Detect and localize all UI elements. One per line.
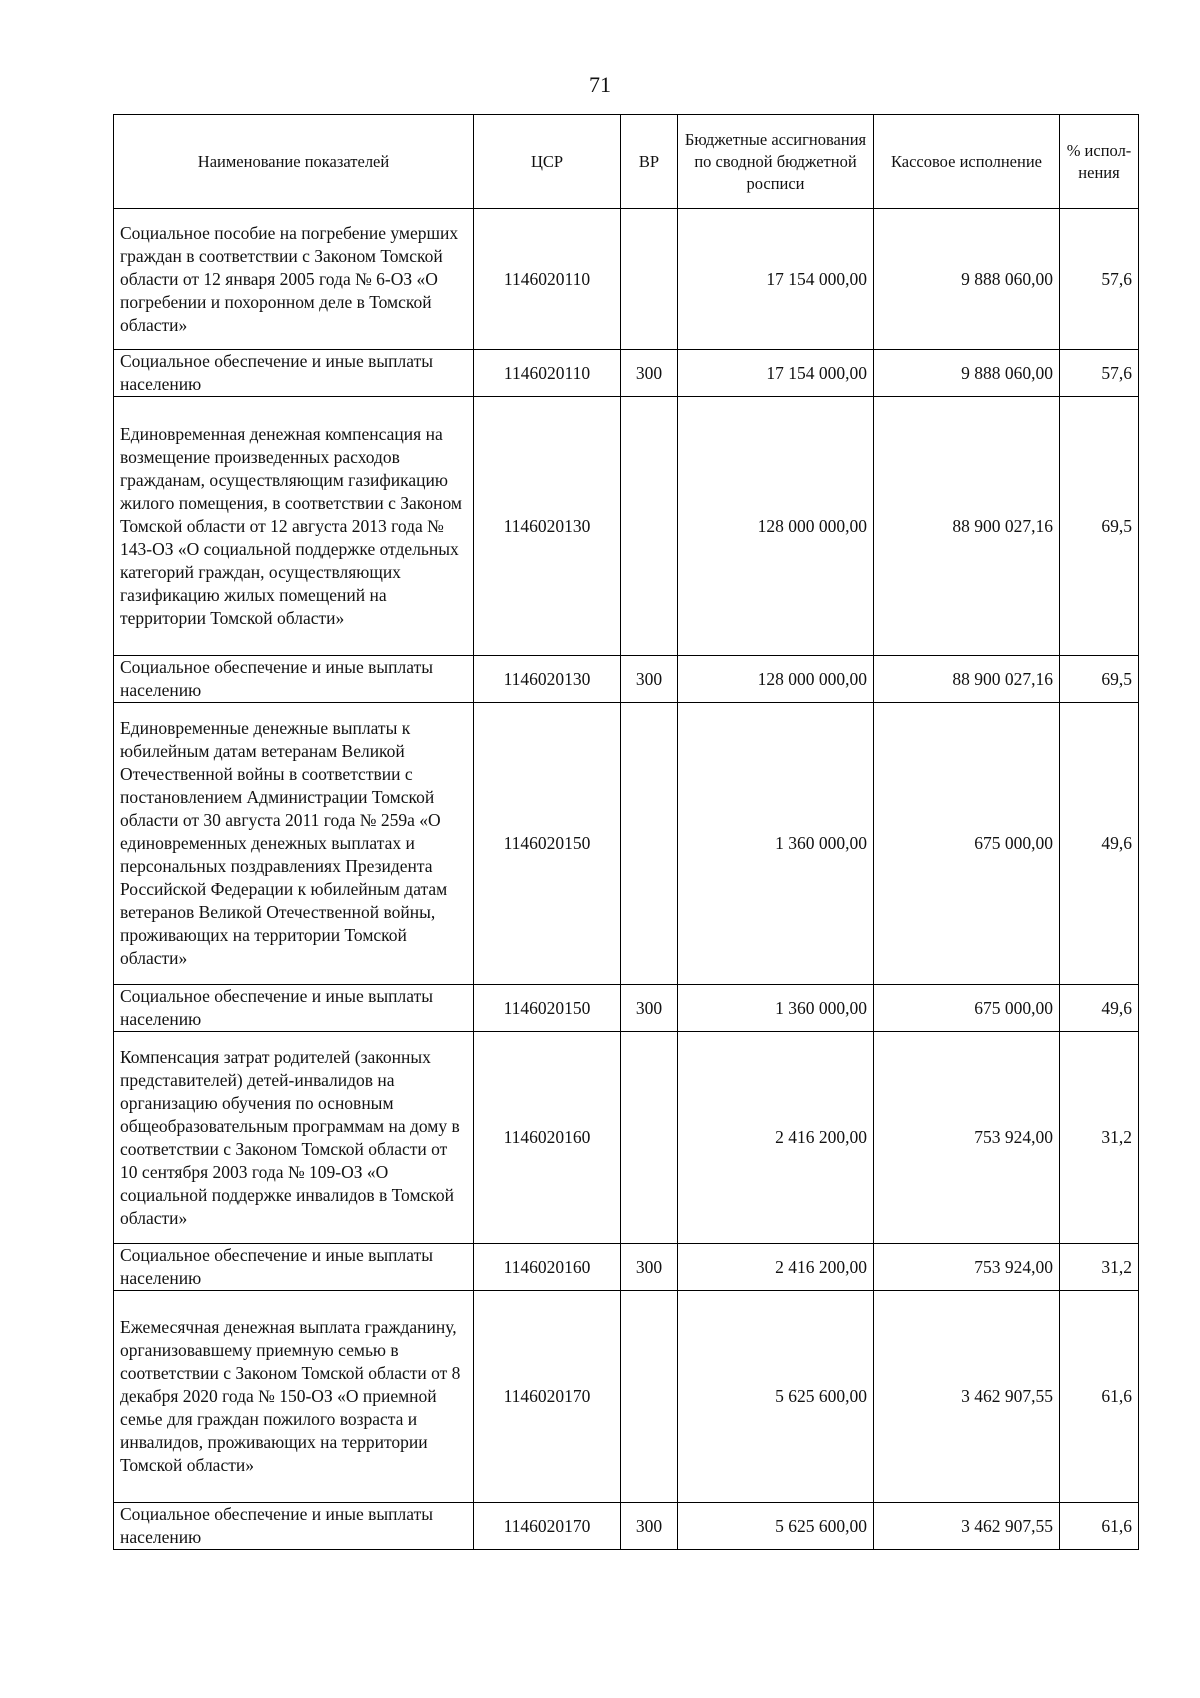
page-number: 71 (589, 72, 611, 97)
row-csr: 1146020160 (474, 1244, 621, 1291)
header-budget: Бюджетные ассигнования по сводной бюджетной росписи (678, 115, 874, 209)
row-name: Единовременные денежные выплаты к юбилейным датам ветеранам Великой Отечественной войны в соответствии с постановлением Администрации Томской области от 30 августа 2011 года № 259а «О единовременных денежных выплатах и персональных поздравлениях Президента Российской Федерации к юбилейным датам ветеранов Великой Отечественной войны, проживающих на территории Томской области» (114, 703, 474, 985)
row-vr: 300 (621, 985, 678, 1032)
row-cash: 675 000,00 (874, 703, 1060, 985)
table-row (114, 1291, 1139, 1503)
row-budget: 128 000 000,00 (678, 656, 874, 703)
row-name: Социальное обеспечение и иные выплаты населению (114, 350, 474, 397)
row-cash: 675 000,00 (874, 985, 1060, 1032)
budget-execution-table (113, 114, 1139, 1550)
table-row (114, 209, 1139, 350)
row-percent: 31,2 (1060, 1032, 1139, 1244)
row-budget: 17 154 000,00 (678, 350, 874, 397)
row-percent: 61,6 (1060, 1503, 1139, 1550)
row-vr (621, 1291, 678, 1503)
row-percent: 49,6 (1060, 985, 1139, 1032)
row-vr: 300 (621, 656, 678, 703)
table-row (114, 985, 1139, 1032)
row-csr: 1146020170 (474, 1291, 621, 1503)
table-header-row (114, 115, 1139, 209)
row-name: Социальное пособие на погребение умерших граждан в соответствии с Законом Томской области от 12 января 2005 года № 6-ОЗ «О погребении и похоронном деле в Томской области» (114, 209, 474, 350)
table-row (114, 397, 1139, 656)
row-csr: 1146020160 (474, 1032, 621, 1244)
row-cash: 88 900 027,16 (874, 656, 1060, 703)
header-name: Наименование показателей (114, 115, 474, 209)
row-cash: 88 900 027,16 (874, 397, 1060, 656)
row-name: Социальное обеспечение и иные выплаты населению (114, 656, 474, 703)
header-percent: % испол-нения (1060, 115, 1139, 209)
table-row (114, 1244, 1139, 1291)
row-csr: 1146020150 (474, 985, 621, 1032)
row-percent: 69,5 (1060, 656, 1139, 703)
row-percent: 57,6 (1060, 209, 1139, 350)
row-cash: 3 462 907,55 (874, 1503, 1060, 1550)
row-budget: 5 625 600,00 (678, 1291, 874, 1503)
row-csr: 1146020150 (474, 703, 621, 985)
row-vr (621, 703, 678, 985)
row-cash: 9 888 060,00 (874, 209, 1060, 350)
row-name: Компенсация затрат родителей (законных представителей) детей-инвалидов на организацию обучения по основным общеобразовательным программам на дому в соответствии с Законом Томской области от 10 сентября 2003 года № 109-ОЗ «О социальной поддержке инвалидов в Томской области» (114, 1032, 474, 1244)
row-name: Единовременная денежная компенсация на возмещение произведенных расходов гражданам, осуществляющим газификацию жилого помещения, в соответствии с Законом Томской области от 12 августа 2013 года № 143-ОЗ «О социальной поддержке отдельных категорий граждан, осуществляющих газификацию жилых помещений на территории Томской области» (114, 397, 474, 656)
row-budget: 128 000 000,00 (678, 397, 874, 656)
row-budget: 2 416 200,00 (678, 1244, 874, 1291)
row-vr: 300 (621, 1503, 678, 1550)
row-percent: 69,5 (1060, 397, 1139, 656)
row-vr (621, 397, 678, 656)
row-budget: 1 360 000,00 (678, 703, 874, 985)
row-csr: 1146020130 (474, 656, 621, 703)
row-cash: 753 924,00 (874, 1032, 1060, 1244)
row-csr: 1146020170 (474, 1503, 621, 1550)
table-body (114, 209, 1139, 1550)
row-csr: 1146020110 (474, 209, 621, 350)
row-name: Социальное обеспечение и иные выплаты населению (114, 985, 474, 1032)
table-row (114, 656, 1139, 703)
row-budget: 1 360 000,00 (678, 985, 874, 1032)
header-csr: ЦСР (474, 115, 621, 209)
table-row (114, 350, 1139, 397)
row-vr (621, 209, 678, 350)
row-name: Социальное обеспечение и иные выплаты населению (114, 1503, 474, 1550)
row-csr: 1146020130 (474, 397, 621, 656)
header-vr: ВР (621, 115, 678, 209)
row-name: Социальное обеспечение и иные выплаты населению (114, 1244, 474, 1291)
row-name: Ежемесячная денежная выплата гражданину, организовавшему приемную семью в соответствии с Законом Томской области от 8 декабря 2020 года № 150-ОЗ «О приемной семье для граждан пожилого возраста и инвалидов, проживающих на территории Томской области» (114, 1291, 474, 1503)
row-vr (621, 1032, 678, 1244)
row-cash: 9 888 060,00 (874, 350, 1060, 397)
row-percent: 31,2 (1060, 1244, 1139, 1291)
row-budget: 2 416 200,00 (678, 1032, 874, 1244)
table-row (114, 1032, 1139, 1244)
row-vr: 300 (621, 350, 678, 397)
row-percent: 49,6 (1060, 703, 1139, 985)
table-row (114, 703, 1139, 985)
row-percent: 61,6 (1060, 1291, 1139, 1503)
row-csr: 1146020110 (474, 350, 621, 397)
row-cash: 753 924,00 (874, 1244, 1060, 1291)
row-vr: 300 (621, 1244, 678, 1291)
table-row (114, 1503, 1139, 1550)
row-budget: 17 154 000,00 (678, 209, 874, 350)
row-cash: 3 462 907,55 (874, 1291, 1060, 1503)
row-percent: 57,6 (1060, 350, 1139, 397)
row-budget: 5 625 600,00 (678, 1503, 874, 1550)
header-cash: Кассовое исполнение (874, 115, 1060, 209)
